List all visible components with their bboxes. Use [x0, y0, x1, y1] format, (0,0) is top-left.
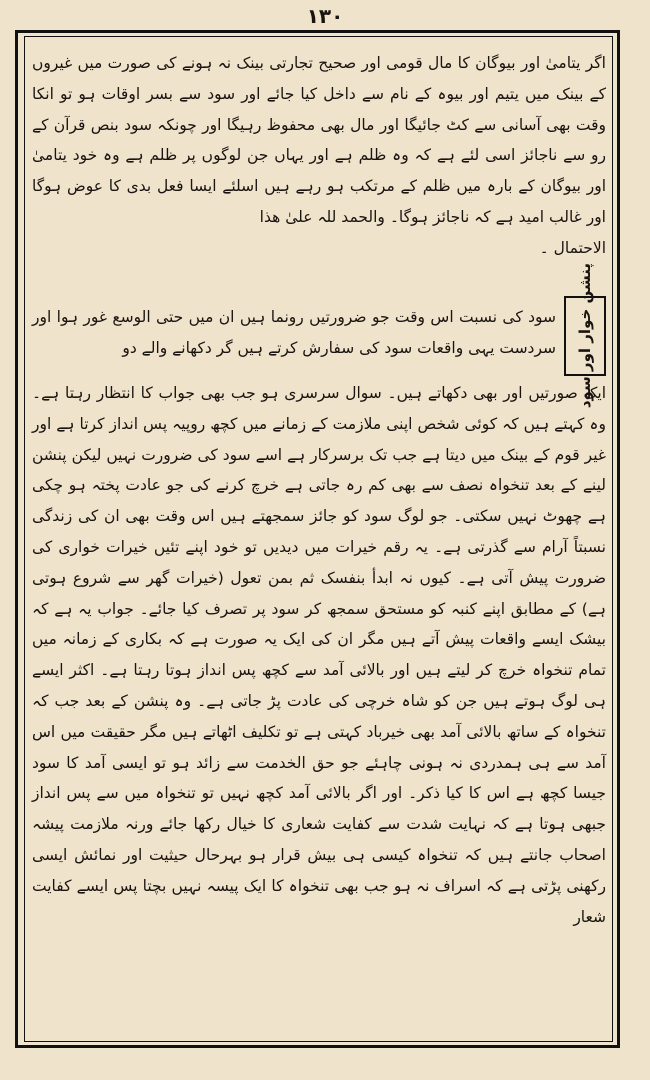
section-heading-box — [564, 263, 606, 409]
main-paragraph: ایک صورتیں اور بھی دکھاتے ہیں۔ سوال سرسری ہو جب بھی جواب کا انتظار رہتا ہے۔ وہ کہتے ہیں کہ کوئی شخص اپنی ملازمت کے زمانے میں کچھ روپیہ پس انداز کرتا ہے اور غیر قوم کے بینک میں دیتا ہے جب تک برسرکار ہے اسے سود کی ضرورت نہیں لیکن پنشن لینے کے بعد تنخواہ نصف سے بھی کم رہ جاتی ہے خرچ کرنے کی جو عادت پختہ ہو چکی ہے چھوٹ نہیں سکتی۔ جو لوگ سود کو جائز سمجھتے ہیں اس وقت بھی ان کی زندگی نسبتاً آرام سے گذرتی ہے۔ یہ رقم خیرات میں دیدیں تو خود اپنے تئیں خیرات خواری کی ضرورت پیش آتی ہے۔ کیوں نہ ابدأ بنفسک ثم بمن تعول (خیرات گھر سے شروع ہوتی ہے) کے مطابق اپنے کنبہ کو مستحق سمجھ کر سود پر تصرف کیا جائے۔ جواب یہ ہے کہ بیشک ایسے واقعات پیش آتے ہیں مگر ان کی ایک یہ صورت ہے کہ بکاری کے زمانہ میں تمام تنخواہ خرچ کر لیتے ہیں اور بالائی آمد سے کچھ پس انداز ہوتا رہتا ہے۔ اکثر ایسے ہی لوگ ہوتے ہیں جن کو شاہ خرچی کی عادت پڑ جاتی ہے۔ وہ پنشن کے بعد جب کہ تنخواہ کے ساتھ بالائی آمد بھی خیرباد کہتی ہے تو تکلیف اٹھاتے ہیں مگر حقیقت میں اس آمد سے ہی ہمدردی نہ ہونی چاہئے جو حق الخدمت سے زائد ہو تو ایسی آمد کا سود جیسا کچھ ہے اس کا کیا ذکر۔ اور اگر بالائی آمد کچھ نہیں تو تنخواہ میں سے پس انداز جبھی ہوتا ہے کہ نہایت شدت سے کفایت شعاری کا خیال رکھا جائے ورنہ ملازمت پیشہ اصحاب جانتے ہیں کہ تنخواہ کیسی ہی بیش قرار ہو بہرحال حیثیت اور نمائش ایسی رکھنی پڑتی ہے کہ اسراف نہ ہو جب بھی تنخواہ کا ایک پیسہ نہیں بچتا پس ایسے کفایت شعار — [32, 384, 606, 926]
intro-paragraph — [32, 48, 606, 264]
page-number: ۱۳۰ — [306, 4, 344, 28]
section-opening-text: سود کی نسبت اس وقت جو ضرورتیں رونما ہیں ان میں حتی الوسع غور ہوا اور سردست یہی واقعات سود کی سفارش کرتے ہیں گر دکھانے والے دو — [32, 308, 556, 357]
section-heading: پنشن خوار اور سود — [576, 263, 594, 409]
section-pension-and-interest — [32, 263, 606, 409]
intro-text: اگر یتامیٰ اور بیوگان کا مال قومی اور صحیح تجارتی بینک نہ ہونے کی صورت میں غیروں کے بینک میں یتیم اور بیوہ کے نام سے داخل کیا جائے اور سود سے بسر اوقات ہو تو انکا وقت بھی آسانی سے کٹ جائیگا اور مال بھی محفوظ رہیگا اور چونکہ سود بنص قرآن کے رو سے ناجائز اسی لئے ہے کہ وہ ظلم ہے اور یہاں جن لوگوں پر ظلم ہے وہ خود یتامیٰ اور بیوگان کے بارہ میں ظلم کے مرتکب ہو رہے ہیں اسلئے ایسا فعل بدی کا عوض ہوگا اور غالب امید ہے کہ ناجائز ہوگا۔ والحمد للہ علیٰ ھذا — [32, 54, 606, 226]
intro-closing: الاحتمال ۔ — [539, 238, 606, 257]
